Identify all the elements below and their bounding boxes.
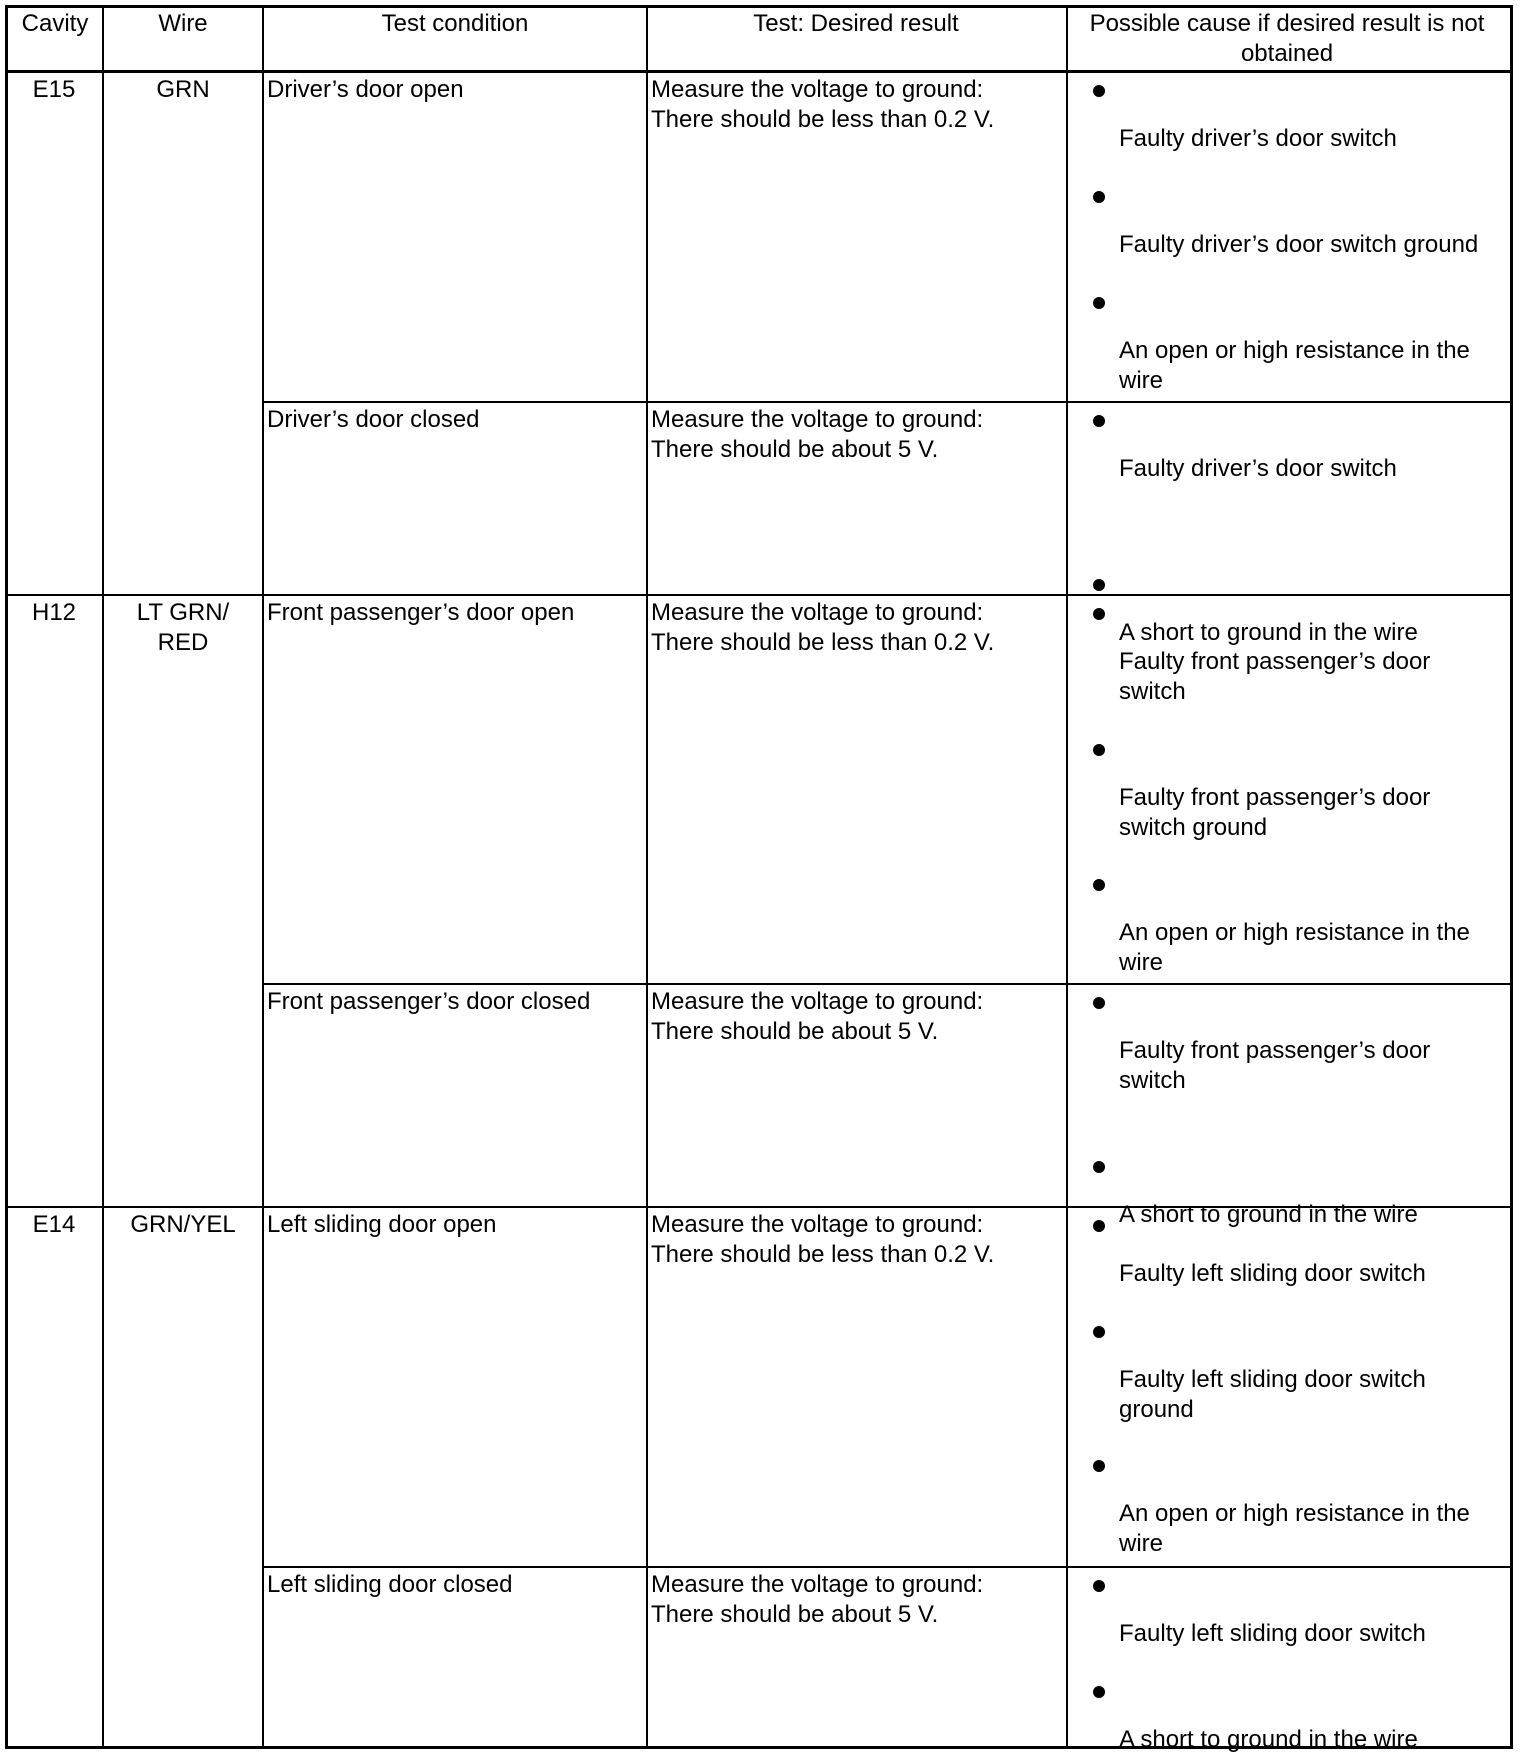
header-cavity: Cavity	[21, 10, 89, 37]
bullet-icon	[1093, 608, 1105, 620]
row-divider	[263, 401, 1513, 403]
desired-result-cell: Measure the voltage to ground: There should be less than 0.2 V.	[651, 599, 995, 656]
bullet-icon	[1093, 85, 1105, 97]
row-divider	[263, 983, 1513, 985]
test-condition-cell: Front passenger’s door closed	[267, 988, 591, 1015]
group-divider	[5, 1206, 1513, 1208]
possible-cause-item: Faulty left sliding door switch	[1119, 1620, 1426, 1647]
wire-color-cell: GRN	[156, 76, 210, 103]
possible-cause-item: Faulty driver’s door switch ground	[1119, 231, 1479, 258]
desired-result-cell: Measure the voltage to ground: There should be less than 0.2 V.	[651, 1211, 995, 1268]
door-switch-test-table	[5, 5, 1513, 1753]
bullet-icon	[1093, 1686, 1105, 1698]
possible-cause-item: Faulty driver’s door switch	[1119, 125, 1397, 152]
column-divider	[262, 5, 264, 1749]
bullet-icon	[1093, 1326, 1105, 1338]
bullet-icon	[1093, 1161, 1105, 1173]
test-condition-cell: Driver’s door open	[267, 76, 464, 103]
bullet-icon	[1093, 1460, 1105, 1472]
possible-cause-item: A short to ground in the wire	[1119, 619, 1418, 646]
column-divider	[102, 5, 104, 1749]
header-wire: Wire	[158, 10, 208, 37]
column-divider	[646, 5, 648, 1749]
desired-result-cell: Measure the voltage to ground: There should be about 5 V.	[651, 988, 984, 1045]
column-divider	[1066, 5, 1068, 1749]
possible-cause-item: Faulty left sliding door switch ground	[1119, 1366, 1426, 1423]
desired-result-cell: Measure the voltage to ground: There should be about 5 V.	[651, 1571, 984, 1628]
wire-color-cell: GRN/YEL	[130, 1211, 236, 1238]
bullet-icon	[1093, 579, 1105, 591]
possible-cause-item: Faulty left sliding door switch	[1119, 1260, 1426, 1287]
bullet-icon	[1093, 879, 1105, 891]
desired-result-cell: Measure the voltage to ground: There should be about 5 V.	[651, 406, 984, 463]
possible-cause-item: A short to ground in the wire	[1119, 1726, 1418, 1753]
possible-cause-item: Faulty front passenger’s door switch	[1119, 1037, 1431, 1094]
header-test-condition: Test condition	[381, 10, 529, 37]
group-divider	[5, 594, 1513, 596]
row-divider	[263, 1566, 1513, 1568]
bullet-icon	[1093, 744, 1105, 756]
bullet-icon	[1093, 415, 1105, 427]
desired-result-cell: Measure the voltage to ground: There should be less than 0.2 V.	[651, 76, 995, 133]
bullet-icon	[1093, 1220, 1105, 1232]
possible-cause-item: Faulty front passenger’s door switch	[1119, 648, 1431, 705]
header-desired-result: Test: Desired result	[753, 10, 959, 37]
cavity-cell: E14	[32, 1211, 76, 1238]
bullet-icon	[1093, 1580, 1105, 1592]
header-divider	[5, 70, 1513, 73]
possible-cause-item: Faulty driver’s door switch	[1119, 455, 1397, 482]
test-condition-cell: Left sliding door open	[267, 1211, 497, 1238]
test-condition-cell: Driver’s door closed	[267, 406, 480, 433]
possible-cause-item: An open or high resistance in the wire	[1119, 337, 1470, 394]
test-condition-cell: Left sliding door closed	[267, 1571, 513, 1598]
wire-color-cell: LT GRN/ RED	[136, 599, 230, 656]
possible-cause-item: Faulty front passenger’s door switch ground	[1119, 784, 1431, 841]
bullet-icon	[1093, 297, 1105, 309]
cavity-cell: E15	[32, 76, 76, 103]
possible-cause-item: An open or high resistance in the wire	[1119, 1500, 1470, 1557]
cavity-cell: H12	[31, 599, 77, 626]
bullet-icon	[1093, 191, 1105, 203]
bullet-icon	[1093, 997, 1105, 1009]
table-border	[5, 5, 1513, 1749]
header-possible-cause: Possible cause if desired result is not obtained	[1089, 10, 1485, 67]
test-condition-cell: Front passenger’s door open	[267, 599, 575, 626]
possible-cause-item: An open or high resistance in the wire	[1119, 919, 1470, 976]
possible-cause-item: A short to ground in the wire	[1119, 1201, 1418, 1228]
